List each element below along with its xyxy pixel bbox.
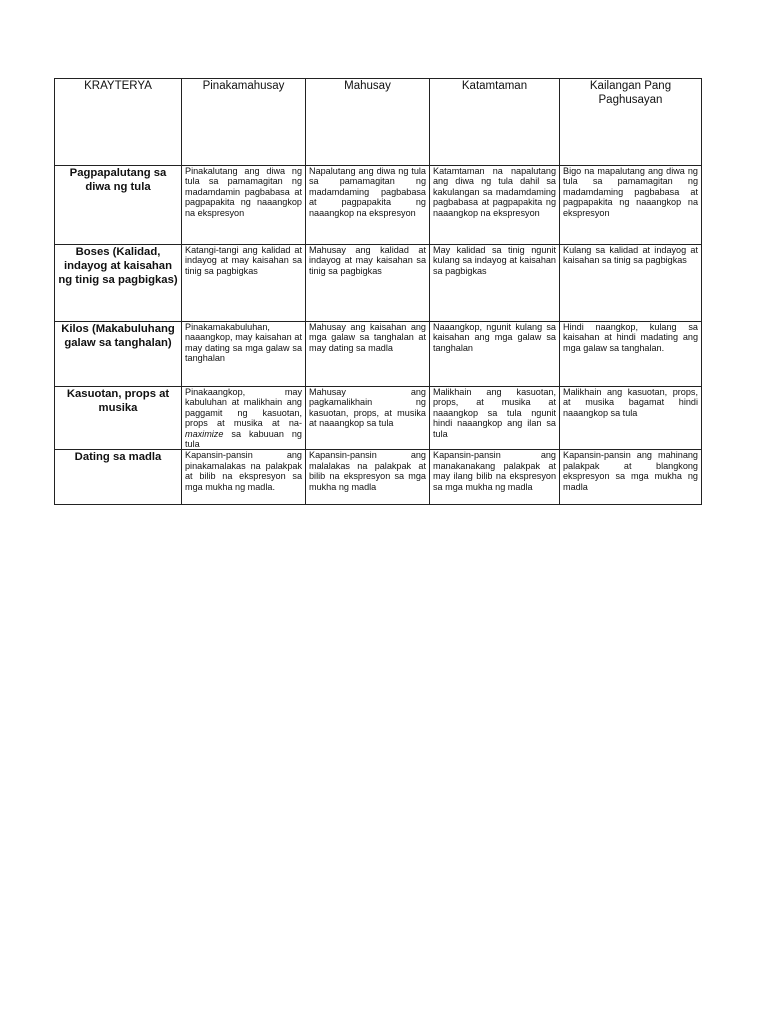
rubric-cell: Bigo na mapalutang ang diwa ng tula sa pamamagitan ng madamdaming pagbabasa at pagpapakita ng naaangkop na ekspresyon bbox=[560, 166, 702, 245]
criterion-cell: Boses (Kalidad, indayog at kaisahan ng tinig sa pagbigkas) bbox=[55, 245, 182, 322]
rubric-cell: Kulang sa kalidad at indayog at kaisahan sa tinig sa pagbigkas bbox=[560, 245, 702, 322]
rubric-cell: Kapansin-pansin ang pinakamalakas na palakpak at bilib na ekspresyon sa mga mukha ng madla. bbox=[182, 450, 306, 505]
rubric-cell: Mahusay ang kalidad at indayog at may kaisahan sa tinig sa pagbigkas bbox=[306, 245, 430, 322]
rubric-cell: Pinakalutang ang diwa ng tula sa pamamagitan ng madamdamin pagbabasa at pagpapakita ng naaangkop na ekspresyon bbox=[182, 166, 306, 245]
rubric-cell: Kapansin-pansin ang mahinang palakpak at blangkong ekspresyon sa mga mukha ng madla bbox=[560, 450, 702, 505]
criterion-cell: Kasuotan, props at musika bbox=[55, 387, 182, 450]
rubric-cell: Mahusay ang kaisahan ang mga galaw sa tanghalan at may dating sa madla bbox=[306, 322, 430, 387]
table-row bbox=[55, 166, 702, 245]
rubric-cell: Malikhain ang kasuotan, props, at musika bagamat hindi naaangkop sa tula bbox=[560, 387, 702, 450]
rubric-cell-italic: maximize bbox=[185, 428, 224, 439]
rubric-cell: May kalidad sa tinig ngunit kulang sa indayog at kaisahan sa pagbigkas bbox=[430, 245, 560, 322]
rubric-cell bbox=[182, 387, 306, 450]
rubric-cell-text-end: sa kabuuan ng tula bbox=[185, 428, 302, 450]
criterion-cell: Kilos (Makabuluhang galaw sa tanghalan) bbox=[55, 322, 182, 387]
criterion-cell: Pagpapalutang sa diwa ng tula bbox=[55, 166, 182, 245]
header-pinakamahusay: Pinakamahusay bbox=[182, 79, 306, 166]
rubric-cell: Kapansin-pansin ang manakanakang palakpak at may ilang bilib na ekspresyon sa mga mukha ng madla bbox=[430, 450, 560, 505]
table-row bbox=[55, 245, 702, 322]
rubric-cell: Katangi-tangi ang kalidad at indayog at may kaisahan sa tinig sa pagbigkas bbox=[182, 245, 306, 322]
rubric-cell: Hindi naangkop, kulang sa kaisahan at hindi madating ang mga galaw sa tanghalan. bbox=[560, 322, 702, 387]
header-katamtaman: Katamtaman bbox=[430, 79, 560, 166]
table-row bbox=[55, 387, 702, 450]
rubric-cell-text: Pinakaangkop, may kabuluhan at malikhain ang paggamit ng kasuotan, props at musika at na- bbox=[185, 387, 302, 429]
rubric-cell: Pinakamakabuluhan, naaangkop, may kaisahan at may dating sa mga galaw sa tanghalan bbox=[182, 322, 306, 387]
header-krayterya: KRAYTERYA bbox=[55, 79, 182, 166]
rubric-cell: Malikhain ang kasuotan, props, at musika at naaangkop sa tula ngunit hindi naaangkop ang ilan sa tula bbox=[430, 387, 560, 450]
header-row bbox=[55, 79, 702, 166]
rubric-cell: Katamtaman na napalutang ang diwa ng tula dahil sa kakulangan sa madamdaming pagbabasa at pagpapakita ng naaangkop na ekspresyon bbox=[430, 166, 560, 245]
rubric-cell: Naaangkop, ngunit kulang sa kaisahan ang mga galaw sa tanghalan bbox=[430, 322, 560, 387]
table-row bbox=[55, 322, 702, 387]
header-kailangan-pang-paghusayan: Kailangan Pang Paghusayan bbox=[560, 79, 702, 166]
rubric-cell: Napalutang ang diwa ng tula sa pamamagitan ng madamdaming pagbabasa at pagpapakita ng naaangkop na ekspresyon bbox=[306, 166, 430, 245]
criterion-cell: Dating sa madla bbox=[55, 450, 182, 505]
header-mahusay: Mahusay bbox=[306, 79, 430, 166]
rubric-table bbox=[54, 78, 702, 505]
rubric-cell: Kapansin-pansin ang malalakas na palakpak at bilib na ekspresyon sa mga mukha ng madla bbox=[306, 450, 430, 505]
table-row bbox=[55, 450, 702, 505]
rubric-cell: Mahusay ang pagkamalikhain ng kasuotan, props, at musika at naaangkop sa tula bbox=[306, 387, 430, 450]
